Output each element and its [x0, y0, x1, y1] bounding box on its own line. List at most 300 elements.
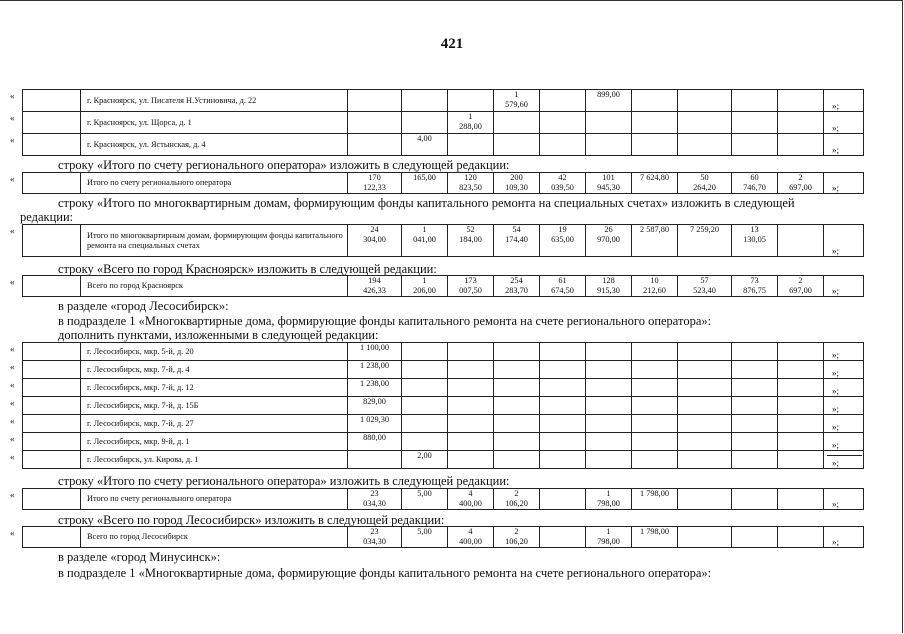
paragraph-podrazdel-minusinsk: в подразделе 1 «Многоквартирные дома, формирующие фонды капитального ремонта на счете регионального оператора»: — [58, 566, 712, 580]
value-cell — [586, 112, 632, 134]
value-cell — [540, 379, 586, 397]
value-upper: 54 — [512, 225, 521, 234]
paragraph-itogo-spec-line1: строку «Итого по многоквартирным домам, формирующим фонды капитального ремонта на специальных счетах» изложить в следующей — [58, 196, 795, 210]
value-lower: 106,20 — [505, 498, 528, 508]
value-cell — [824, 415, 864, 433]
value-upper: 1 — [468, 112, 473, 121]
value-cell — [632, 415, 678, 433]
value-cell — [732, 90, 778, 112]
value-upper: 2 — [798, 173, 803, 182]
value-cell — [632, 343, 678, 361]
value-upper: 1 — [514, 90, 519, 99]
table-itogo-reg-op — [22, 172, 864, 194]
row-end-mark: »; — [832, 404, 840, 414]
value-cell — [678, 415, 732, 433]
row-number-cell — [23, 173, 81, 194]
value-cell — [540, 134, 586, 156]
value-lower: 206,00 — [413, 285, 436, 295]
value-cell — [778, 134, 824, 156]
value-cell — [494, 397, 540, 415]
value-cell — [778, 451, 824, 469]
value-cell — [494, 379, 540, 397]
value-cell — [540, 90, 586, 112]
table-lesosibirsk-houses — [22, 342, 864, 469]
value-cell — [732, 379, 778, 397]
value-cell — [824, 451, 864, 469]
value-cell — [678, 379, 732, 397]
value-upper: 101 — [602, 173, 615, 182]
value-cell — [448, 343, 494, 361]
value-cell — [494, 527, 540, 548]
value-cell — [402, 379, 448, 397]
value-cell — [402, 433, 448, 451]
value-cell — [402, 112, 448, 134]
value-cell — [632, 397, 678, 415]
value-cell — [448, 361, 494, 379]
value-cell — [494, 415, 540, 433]
value-upper: 52 — [466, 225, 475, 234]
address-cell: г. Лесосибирск, ул. Кирова, д. 1 — [81, 451, 348, 469]
value-lower: 034,30 — [363, 498, 386, 508]
value-cell — [824, 433, 864, 451]
value-upper: 26 — [604, 225, 613, 234]
row-end-mark: »; — [832, 440, 840, 450]
value-cell — [494, 451, 540, 469]
address-cell: Итого по счету регионального оператора — [81, 489, 348, 510]
table-row — [23, 343, 864, 361]
open-quote-mark: « — [10, 344, 15, 354]
value-cell — [824, 276, 864, 297]
value-lower: 523,40 — [693, 285, 716, 295]
value-cell — [348, 489, 402, 510]
paragraph-razdel-lesosibirsk: в разделе «город Лесосибирск»: — [58, 299, 229, 313]
value-cell — [824, 397, 864, 415]
value-cell — [732, 489, 778, 510]
address-cell: г. Красноярск, ул. Писателя Н.Устиновича, д. 22 — [81, 90, 348, 112]
paragraph-podrazdel-lesosibirsk: в подразделе 1 «Многоквартирные дома, формирующие фонды капитального ремонта на счете регионального оператора»: — [58, 314, 712, 328]
address-cell: Итого по счету регионального оператора — [81, 173, 348, 194]
value-lower: 034,30 — [363, 536, 386, 546]
value-upper: 60 — [750, 173, 759, 182]
value-upper: 120 — [464, 173, 477, 182]
open-quote-mark: « — [10, 452, 15, 462]
open-quote-mark: « — [10, 277, 15, 287]
table-vsego-lesosibirsk — [22, 526, 864, 548]
value-cell — [732, 397, 778, 415]
address-cell: г. Красноярск, ул. Ястынская, д. 4 — [81, 134, 348, 156]
value-cell — [632, 361, 678, 379]
value-cell — [632, 276, 678, 297]
address-cell: Итого по многоквартирным домам, формирующим фонды капитального ремонта на специальных счетах — [81, 225, 348, 257]
value-upper: 23 — [370, 489, 379, 498]
value-cell: 880,00 — [348, 433, 402, 451]
value-cell — [448, 173, 494, 194]
table-row-extension-line — [827, 455, 862, 456]
value-cell — [824, 527, 864, 548]
value-cell — [778, 343, 824, 361]
value-upper: 23 — [370, 527, 379, 536]
value-lower: 184,00 — [459, 234, 482, 244]
address-cell: г. Лесосибирск, мкр. 5-й, д. 20 — [81, 343, 348, 361]
value-upper: 42 — [558, 173, 567, 182]
value-upper: 2 — [514, 527, 519, 536]
value-cell — [732, 134, 778, 156]
value-cell — [494, 276, 540, 297]
value-lower: 106,20 — [505, 536, 528, 546]
value-cell — [448, 527, 494, 548]
value-cell — [494, 433, 540, 451]
value-cell — [824, 90, 864, 112]
value-cell — [540, 173, 586, 194]
value-cell — [778, 415, 824, 433]
value-cell — [348, 451, 402, 469]
row-end-mark: »; — [832, 246, 840, 256]
value-lower: 697,00 — [789, 182, 812, 192]
row-number-cell — [23, 90, 81, 112]
value-cell — [540, 451, 586, 469]
value-cell — [824, 173, 864, 194]
value-upper: 173 — [464, 276, 477, 285]
value-lower: 674,50 — [551, 285, 574, 295]
value-cell — [586, 379, 632, 397]
value-upper: 61 — [558, 276, 567, 285]
value-cell: 1 238,00 — [348, 379, 402, 397]
value-cell — [678, 489, 732, 510]
table-row — [23, 112, 864, 134]
row-number-cell — [23, 379, 81, 397]
value-cell — [586, 361, 632, 379]
open-quote-mark: « — [10, 135, 15, 145]
value-upper: 10 — [650, 276, 659, 285]
value-cell — [586, 451, 632, 469]
value-lower: 400,00 — [459, 536, 482, 546]
row-end-mark: »; — [832, 422, 840, 432]
value-lower: 876,75 — [743, 285, 766, 295]
value-upper: 2 — [798, 276, 803, 285]
value-lower: 746,70 — [743, 182, 766, 192]
paragraph-itogo-spec-line2: редакции: — [20, 210, 74, 224]
value-lower: 945,30 — [597, 182, 620, 192]
value-upper: 128 — [602, 276, 615, 285]
value-cell — [348, 112, 402, 134]
paragraph-itogo-reg-2: строку «Итого по счету регионального оператора» изложить в следующей редакции: — [58, 474, 510, 488]
value-cell — [678, 361, 732, 379]
value-cell — [678, 90, 732, 112]
value-cell — [678, 276, 732, 297]
value-cell — [448, 489, 494, 510]
value-cell — [494, 173, 540, 194]
open-quote-mark: « — [10, 380, 15, 390]
row-number-cell — [23, 397, 81, 415]
value-cell — [348, 134, 402, 156]
value-cell — [824, 112, 864, 134]
value-cell: 2,00 — [402, 451, 448, 469]
table-row — [23, 415, 864, 433]
value-lower: 635,00 — [551, 234, 574, 244]
value-upper: 13 — [750, 225, 759, 234]
value-cell — [448, 225, 494, 257]
value-cell — [732, 173, 778, 194]
value-lower: 283,70 — [505, 285, 528, 295]
table-row — [23, 361, 864, 379]
address-cell: г. Лесосибирск, мкр. 7-й, д. 15Б — [81, 397, 348, 415]
row-end-mark: »; — [832, 183, 840, 193]
value-cell — [678, 527, 732, 548]
open-quote-mark: « — [10, 113, 15, 123]
value-cell — [778, 361, 824, 379]
table-row — [23, 173, 864, 194]
value-cell — [778, 489, 824, 510]
row-number-cell — [23, 433, 81, 451]
value-cell — [540, 361, 586, 379]
value-lower: 174,40 — [505, 234, 528, 244]
value-cell — [586, 343, 632, 361]
value-cell — [586, 173, 632, 194]
value-cell — [402, 397, 448, 415]
open-quote-mark: « — [10, 91, 15, 101]
value-lower: 007,50 — [459, 285, 482, 295]
value-cell — [778, 276, 824, 297]
value-lower: 264,20 — [693, 182, 716, 192]
address-cell: г. Лесосибирск, мкр. 7-й, д. 12 — [81, 379, 348, 397]
table-row — [23, 379, 864, 397]
value-upper: 50 — [700, 173, 709, 182]
value-cell — [586, 415, 632, 433]
value-cell — [778, 527, 824, 548]
value-cell — [348, 527, 402, 548]
value-cell — [448, 379, 494, 397]
table-row — [23, 225, 864, 257]
table-row — [23, 134, 864, 156]
open-quote-mark: « — [10, 528, 15, 538]
value-cell — [448, 112, 494, 134]
value-cell — [732, 451, 778, 469]
value-lower: 798,00 — [597, 536, 620, 546]
value-cell — [494, 134, 540, 156]
value-cell — [586, 489, 632, 510]
value-lower: 915,30 — [597, 285, 620, 295]
page-number: 421 — [440, 36, 464, 52]
value-cell — [778, 379, 824, 397]
paragraph-dopolnit: дополнить пунктами, изложенными в следующей редакции: — [58, 328, 379, 342]
row-end-mark: »; — [832, 386, 840, 396]
value-cell — [586, 225, 632, 257]
row-number-cell — [23, 112, 81, 134]
value-cell — [778, 433, 824, 451]
value-cell: 5,00 — [402, 527, 448, 548]
value-cell — [494, 112, 540, 134]
address-cell: г. Лесосибирск, мкр. 7-й, д. 4 — [81, 361, 348, 379]
open-quote-mark: « — [10, 416, 15, 426]
value-cell — [540, 489, 586, 510]
paragraph-vsego-krsk: строку «Всего по город Красноярск» изложить в следующей редакции: — [58, 262, 437, 276]
value-cell — [632, 451, 678, 469]
value-cell — [632, 433, 678, 451]
row-number-cell — [23, 527, 81, 548]
value-cell — [778, 397, 824, 415]
value-cell — [732, 527, 778, 548]
value-cell — [678, 173, 732, 194]
table-row — [23, 397, 864, 415]
row-number-cell — [23, 225, 81, 257]
value-lower: 122,33 — [363, 182, 386, 192]
value-cell — [678, 451, 732, 469]
value-upper: 73 — [750, 276, 759, 285]
value-cell — [448, 90, 494, 112]
value-lower: 212,60 — [643, 285, 666, 295]
paragraph-itogo-reg: строку «Итого по счету регионального оператора» изложить в следующей редакции: — [58, 158, 510, 172]
value-cell — [402, 415, 448, 433]
value-cell: 1 029,30 — [348, 415, 402, 433]
value-cell — [678, 112, 732, 134]
table-row — [23, 489, 864, 510]
value-upper: 170 — [368, 173, 381, 182]
value-cell — [732, 276, 778, 297]
value-cell: 5,00 — [402, 489, 448, 510]
value-cell — [586, 276, 632, 297]
value-upper: 57 — [700, 276, 709, 285]
value-lower: 970,00 — [597, 234, 620, 244]
table-row — [23, 90, 864, 112]
value-cell — [632, 112, 678, 134]
row-end-mark: »; — [832, 286, 840, 296]
value-cell — [494, 225, 540, 257]
value-upper: 1 — [422, 276, 427, 285]
value-cell — [732, 433, 778, 451]
row-number-cell — [23, 134, 81, 156]
value-cell — [824, 343, 864, 361]
value-upper: 200 — [510, 173, 523, 182]
value-cell — [448, 276, 494, 297]
value-cell — [494, 90, 540, 112]
value-cell — [732, 112, 778, 134]
value-cell — [448, 134, 494, 156]
value-cell — [540, 415, 586, 433]
value-cell — [678, 134, 732, 156]
value-cell — [632, 379, 678, 397]
value-cell — [494, 361, 540, 379]
row-number-cell — [23, 276, 81, 297]
row-end-mark: »; — [832, 101, 840, 111]
value-cell — [678, 397, 732, 415]
value-cell — [824, 361, 864, 379]
value-cell — [824, 134, 864, 156]
address-cell: Всего по город Красноярск — [81, 276, 348, 297]
value-cell — [732, 225, 778, 257]
value-cell — [824, 379, 864, 397]
value-cell — [732, 361, 778, 379]
address-cell: г. Красноярск, ул. Щорса, д. 1 — [81, 112, 348, 134]
table-itogo-special-accounts — [22, 224, 864, 257]
value-lower: 426,33 — [363, 285, 386, 295]
paragraph-razdel-minusinsk: в разделе «город Минусинск»: — [58, 550, 221, 564]
row-number-cell — [23, 451, 81, 469]
row-end-mark: »; — [832, 458, 840, 468]
value-cell — [540, 397, 586, 415]
value-upper: 24 — [370, 225, 379, 234]
value-cell — [494, 343, 540, 361]
table-krasnoyarsk-houses — [22, 89, 864, 156]
value-upper: 194 — [368, 276, 381, 285]
value-upper: 4 — [468, 527, 473, 536]
value-cell — [732, 343, 778, 361]
value-cell — [348, 276, 402, 297]
value-cell: 7 259,20 — [678, 225, 732, 257]
table-vsego-krasnoyarsk — [22, 275, 864, 297]
address-cell: г. Лесосибирск, мкр. 9-й, д. 1 — [81, 433, 348, 451]
value-cell — [540, 527, 586, 548]
value-cell: 899,00 — [586, 90, 632, 112]
row-end-mark: »; — [832, 350, 840, 360]
open-quote-mark: « — [10, 226, 15, 236]
value-upper: 1 — [606, 527, 611, 536]
address-cell: Всего по город Лесосибирск — [81, 527, 348, 548]
value-cell — [402, 361, 448, 379]
value-cell — [540, 112, 586, 134]
address-cell: г. Лесосибирск, мкр. 7-й, д. 27 — [81, 415, 348, 433]
value-cell — [494, 489, 540, 510]
value-cell — [448, 433, 494, 451]
value-lower: 798,00 — [597, 498, 620, 508]
table-row — [23, 276, 864, 297]
row-number-cell — [23, 415, 81, 433]
value-cell — [678, 343, 732, 361]
value-cell — [402, 225, 448, 257]
value-cell — [678, 433, 732, 451]
value-cell — [448, 415, 494, 433]
value-cell — [632, 90, 678, 112]
value-cell — [540, 433, 586, 451]
open-quote-mark: « — [10, 362, 15, 372]
value-lower: 304,00 — [363, 234, 386, 244]
value-cell — [348, 90, 402, 112]
value-lower: 288,00 — [459, 121, 482, 131]
value-cell — [348, 173, 402, 194]
value-cell — [824, 225, 864, 257]
value-cell — [586, 433, 632, 451]
row-end-mark: »; — [832, 499, 840, 509]
value-lower: 579,60 — [505, 99, 528, 109]
value-cell — [586, 134, 632, 156]
value-lower: 400,00 — [459, 498, 482, 508]
value-cell: 4,00 — [402, 134, 448, 156]
value-cell — [448, 397, 494, 415]
value-lower: 041,00 — [413, 234, 436, 244]
value-cell — [824, 489, 864, 510]
open-quote-mark: « — [10, 174, 15, 184]
value-lower: 109,30 — [505, 182, 528, 192]
row-number-cell — [23, 343, 81, 361]
value-lower: 823,50 — [459, 182, 482, 192]
table-itogo-reg-op-lesosibirsk — [22, 488, 864, 510]
value-cell — [778, 173, 824, 194]
value-cell: 7 624,80 — [632, 173, 678, 194]
open-quote-mark: « — [10, 398, 15, 408]
value-cell — [586, 527, 632, 548]
value-cell: 829,00 — [348, 397, 402, 415]
value-cell — [402, 276, 448, 297]
value-lower: 697,00 — [789, 285, 812, 295]
value-cell — [540, 343, 586, 361]
value-upper: 19 — [558, 225, 567, 234]
value-cell — [778, 90, 824, 112]
value-upper: 2 — [514, 489, 519, 498]
value-cell — [586, 397, 632, 415]
paragraph-vsego-lesosibirsk: строку «Всего по город Лесосибирск» изложить в следующей редакции: — [58, 513, 445, 527]
value-upper: 4 — [468, 489, 473, 498]
value-cell — [448, 451, 494, 469]
value-upper: 1 — [422, 225, 427, 234]
